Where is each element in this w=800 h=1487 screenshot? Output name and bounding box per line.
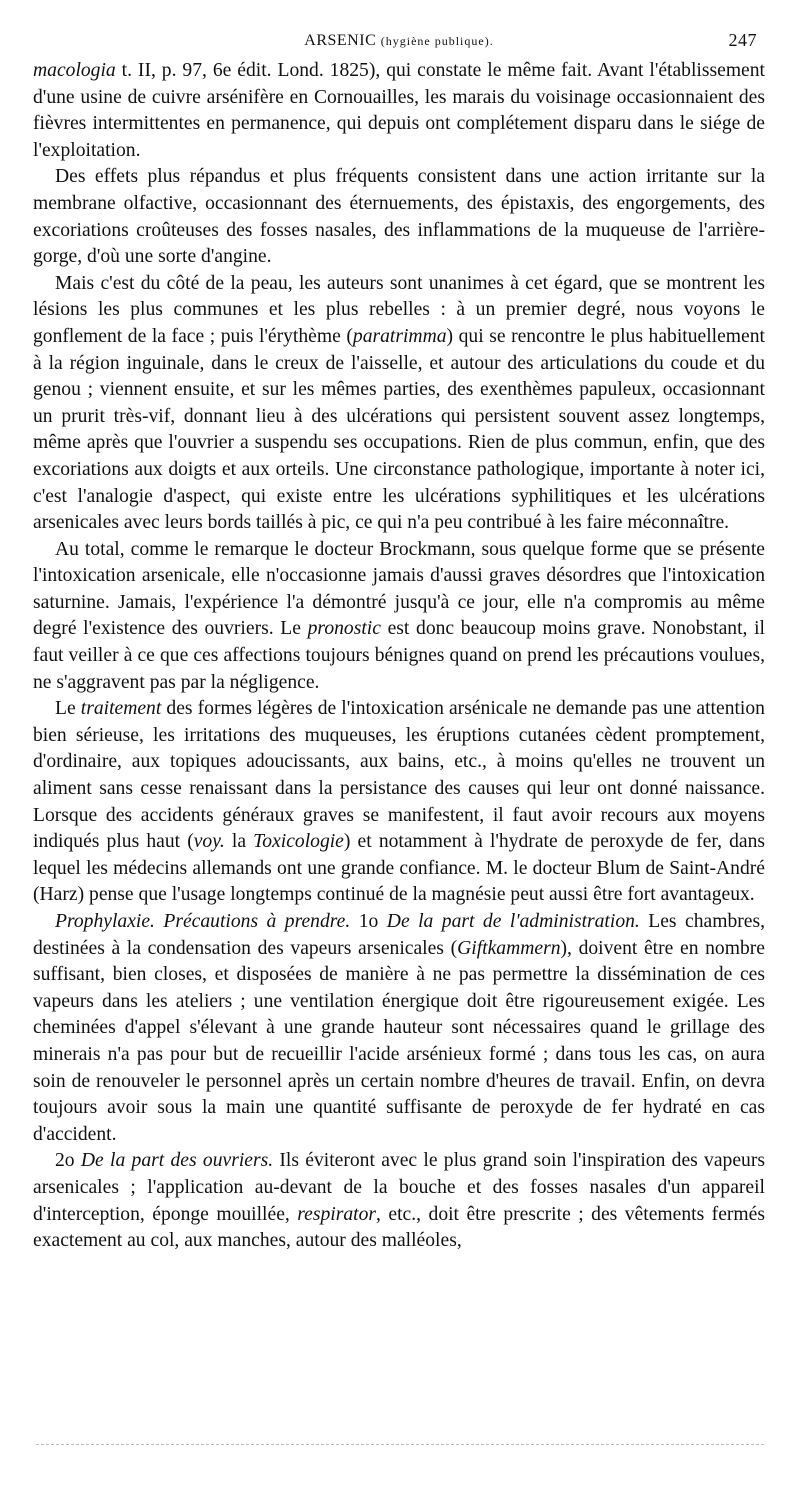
paragraph: [33, 909, 765, 1148]
italic-run: Prophylaxie. Précautions à prendre.: [55, 911, 351, 932]
italic-run: Giftkammern: [457, 937, 561, 959]
text-run: 2o: [55, 1150, 81, 1172]
italic-run: Toxicologie: [253, 831, 344, 853]
text-run: Ils éviteront avec le plus grand soin l'inspiration des vapeurs arsenicales ; l'application au-devant de la bouche et des fosses nasales d'un appareil d'interception, éponge mouillée,: [33, 1150, 765, 1225]
text-run: , etc., doit être prescrite ; des vêtements fermés exactement au col, aux manches, autour des malléoles,: [33, 1203, 765, 1252]
paragraph: [33, 537, 765, 697]
text-run: ) et notamment à l'hydrate de peroxyde de fer, dans lequel les médecins allemands ont une grande confiance. M. le docteur Blum de Saint-André (Harz) pense que l'usage longtemps continué de la magnésie peut aussi être fort avantageux.: [33, 831, 766, 906]
text-run: Des effets plus répandus et plus fréquents consistent dans une action irritante sur la membrane olfactive, occasionnant des éternuements, des épistaxis, des engorgements, des excoriations croûteuses des fosses nasales, des inflammations de la muqueuse de l'arrière-gorge, d'où une sorte d'angine.: [33, 166, 765, 268]
paragraph: [33, 1148, 765, 1254]
italic-run: De la part des ouvriers.: [80, 1150, 274, 1172]
text-run: Au total, comme le remarque le docteur Brockmann, sous quelque forme que se présente l'intoxication arsenicale, elle n'occasionne jamais d'aussi graves désordres que l'intoxication saturnine. Jamais, l'expérience l'a démontré jusqu'à ce jour, elle n'a compromis au même degré l'existence des ouvriers. Le: [33, 538, 765, 640]
text-run: la: [224, 831, 254, 853]
italic-run: paratrimma: [352, 325, 447, 347]
text-run: ) qui se rencontre le plus habituellement à la région inguinale, dans le creux de l'aisselle, et autour des articulations du coude et du genou ; viennent ensuite, et sur les mêmes parties, des exenthèmes papuleux, occasionnant un prurit très-vif, donnant lieu à des ulcérations qui persistent souvent assez longtemps, même après que l'ouvrier a suspendu ses occupations. Rien de plus commun, enfin, que des excoriations aux doigts et aux orteils. Une circonstance pathologique, importante à noter ici, c'est l'analogie d'aspect, qui existe entre les ulcérations syphilitiques et les ulcérations arsenicales avec leurs bords taillés à pic, ce qui n'a peu contribué à les faire méconnaître.: [33, 325, 765, 534]
running-header: [33, 28, 765, 58]
paragraph: [33, 271, 765, 537]
text-run: Mais c'est du côté de la peau, les auteurs sont unanimes à cet égard, que se montrent les lésions les plus communes et les plus rebelles : à un premier degré, nous voyons le gonflement de la face ; puis l'érythème (: [33, 272, 765, 347]
italic-run: respirator: [297, 1203, 377, 1225]
italic-run: De la part de l'administration.: [386, 911, 640, 932]
text-run: des formes légères de l'intoxication arsénicale ne demande pas une attention bien sérieuse, les irritations des muqueuses, les éruptions cutanées cèdent promptement, d'ordinaire, aux topiques adoucissants, aux bains, etc., à moins qu'elles ne trouvent un aliment sans cesse renaissant dans la persistance des causes qui leur ont donné naissance. Lorsque des accidents généraux graves se manifestent, il faut avoir recours aux moyens indiqués plus haut (: [33, 698, 765, 853]
italic-run: traitement: [80, 698, 162, 720]
text-body: [33, 58, 765, 1255]
page-number: 247: [728, 30, 757, 50]
running-title-main: ARSENIC: [304, 32, 377, 49]
paragraph: [33, 164, 765, 270]
text-run: est donc beaucoup moins grave. Nonobstant, il faut veiller à ce que ces affections toujours bénignes quand on prend les précautions voulues, ne s'aggravent pas par la négligence.: [33, 618, 765, 693]
text-run: Les chambres, destinées à la condensation des vapeurs arsenicales (: [33, 911, 765, 959]
running-title-subtitle: (hygiène publique).: [380, 34, 494, 48]
running-title: [33, 32, 765, 50]
text-run: t. II, p. 97, 6e édit. Lond. 1825), qui constate le même fait. Avant l'établissement d'une usine de cuivre arsénifère en Cornouailles, les marais du voisinage occasionnaient des fièvres intermittentes en permanence, qui depuis ont complétement disparu dans le siége de l'exploitation.: [33, 60, 765, 161]
italic-run: pronostic: [307, 618, 381, 640]
paragraph: [33, 696, 765, 909]
text-run: ), doivent être en nombre suffisant, bien closes, et disposées de manière à ne pas permettre la dissémination de ces vapeurs dans les ateliers ; une ventilation énergique doit être rigoureusement exigée. Les cheminées d'appel s'élevant à une grande hauteur sont nécessaires quand le grillage des minerais n'a pas pour but de recueillir l'acide arsénieux formé ; dans tous les cas, on aura soin de renouveler le personnel après un certain nombre d'heures de travail. Enfin, on devra toujours avoir sous la main une quantité suffisante de peroxyde de fer hydraté en cas d'accident.: [33, 937, 765, 1145]
paragraph: [33, 58, 765, 164]
text-run: 1o: [350, 911, 387, 932]
bottom-rule: [36, 1444, 764, 1445]
text-run: Le: [55, 698, 81, 720]
italic-run: macologia: [33, 60, 116, 81]
italic-run: voy.: [193, 831, 225, 853]
book-page: [33, 28, 765, 1255]
